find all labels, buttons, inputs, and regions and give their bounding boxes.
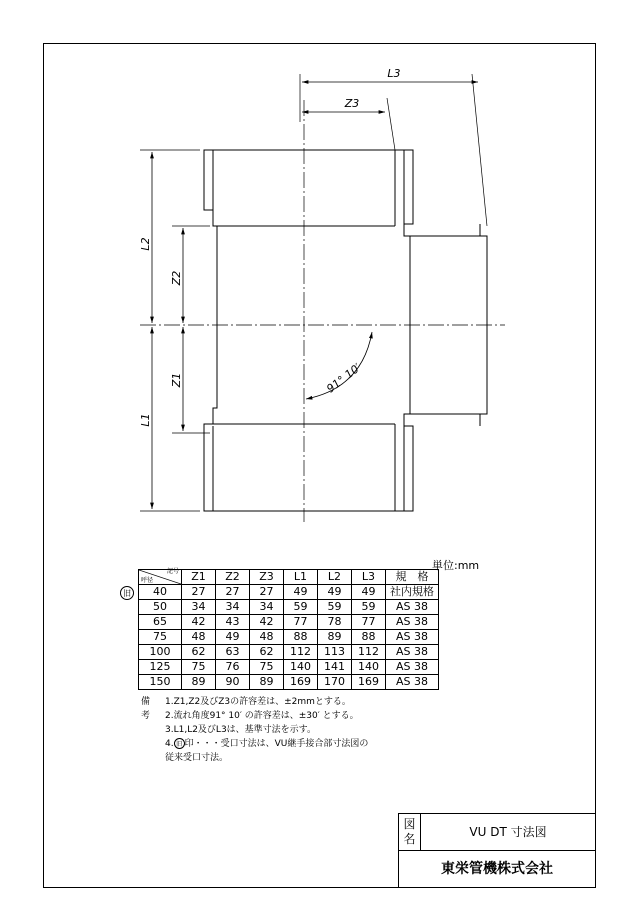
cell: AS 38	[386, 600, 439, 615]
header-z1: Z1	[182, 570, 216, 585]
cell: 62	[250, 645, 284, 660]
cell: 141	[318, 660, 352, 675]
dim-z2-label: Z2	[170, 270, 183, 286]
dim-z3-label: Z3	[344, 97, 360, 110]
cell: 43	[216, 615, 250, 630]
cell: 169	[352, 675, 386, 690]
cell: 75	[250, 660, 284, 675]
cell: 49	[216, 630, 250, 645]
cell: 48	[182, 630, 216, 645]
header-z3: Z3	[250, 570, 284, 585]
corner-top-label: 記号	[166, 568, 179, 575]
cell: AS 38	[386, 615, 439, 630]
note-4-text: 印・・・受口寸法は、VU継手接合部寸法図の	[184, 739, 369, 749]
cell: 125	[139, 660, 182, 675]
note-2: 2.流れ角度91° 10′ の許容差は、±30′ とする。	[165, 711, 359, 721]
cell: 49	[284, 585, 318, 600]
cell: 42	[182, 615, 216, 630]
corner-bottom-label: 呼径	[141, 577, 154, 584]
cell: AS 38	[386, 675, 439, 690]
note-4-mark: 旧	[174, 738, 185, 749]
cell: 42	[250, 615, 284, 630]
cell: 34	[216, 600, 250, 615]
dim-z1-label: Z1	[170, 372, 183, 388]
cell: 27	[216, 585, 250, 600]
table-body	[139, 585, 439, 690]
cell: 75	[182, 660, 216, 675]
header-corner	[139, 570, 182, 585]
cell: 89	[182, 675, 216, 690]
cell: 34	[182, 600, 216, 615]
note-4-continuation: 従来受口寸法。	[165, 753, 229, 763]
cell: 59	[284, 600, 318, 615]
cell: 89	[250, 675, 284, 690]
cell: 77	[284, 615, 318, 630]
cell: 89	[318, 630, 352, 645]
table-row	[139, 645, 439, 660]
cell: 77	[352, 615, 386, 630]
note-4	[165, 738, 368, 752]
cell: 50	[139, 600, 182, 615]
cell: AS 38	[386, 645, 439, 660]
cell: 113	[318, 645, 352, 660]
table-row	[139, 600, 439, 615]
header-standard: 規 格	[386, 570, 439, 585]
cell: 90	[216, 675, 250, 690]
table-row	[139, 615, 439, 630]
cell: 75	[139, 630, 182, 645]
cell: 140	[284, 660, 318, 675]
cell: 169	[284, 675, 318, 690]
header-l2: L2	[318, 570, 352, 585]
title-block	[398, 813, 595, 887]
cell: 62	[182, 645, 216, 660]
notes-label: 備考	[141, 697, 151, 721]
dim-l2-label: L2	[139, 237, 152, 251]
cell: AS 38	[386, 660, 439, 675]
cell: 100	[139, 645, 182, 660]
cell: 140	[352, 660, 386, 675]
cell: 88	[284, 630, 318, 645]
cell: 150	[139, 675, 182, 690]
header-l3: L3	[352, 570, 386, 585]
cell: 40	[139, 585, 182, 600]
note-4-number: 4.	[165, 739, 174, 749]
note-1: 1.Z1,Z2及びZ3の許容差は、±2mmとする。	[165, 697, 351, 707]
table-header-row	[139, 570, 439, 585]
cell: 59	[318, 600, 352, 615]
legacy-mark: 旧	[120, 586, 134, 600]
cell: 社内規格	[386, 585, 439, 600]
table-row	[139, 660, 439, 675]
drawing-title: VU DT 寸法図	[421, 814, 595, 851]
cell: 49	[352, 585, 386, 600]
cell: 34	[250, 600, 284, 615]
cell: 76	[216, 660, 250, 675]
table-row	[139, 675, 439, 690]
cell: 63	[216, 645, 250, 660]
cell: 112	[352, 645, 386, 660]
cell: 59	[352, 600, 386, 615]
note-3: 3.L1,L2及びL3は、基準寸法を示す。	[165, 725, 316, 735]
cell: 48	[250, 630, 284, 645]
table-row	[139, 630, 439, 645]
title-block-key: 図名	[399, 814, 421, 851]
cell: AS 38	[386, 630, 439, 645]
company-name: 東栄管機株式会社	[441, 861, 553, 877]
cell: 27	[250, 585, 284, 600]
cell: 170	[318, 675, 352, 690]
dimension-table	[138, 569, 439, 690]
cell: 78	[318, 615, 352, 630]
dim-l3-label: L3	[387, 67, 401, 80]
angle-label: 91° 10′	[324, 360, 364, 396]
cell: 112	[284, 645, 318, 660]
unit-label: 単位:mm	[432, 559, 480, 572]
cell: 27	[182, 585, 216, 600]
dim-l1-label: L1	[139, 413, 152, 427]
cell: 49	[318, 585, 352, 600]
header-z2: Z2	[216, 570, 250, 585]
cell: 65	[139, 615, 182, 630]
header-l1: L1	[284, 570, 318, 585]
table-row	[139, 585, 439, 600]
cell: 88	[352, 630, 386, 645]
